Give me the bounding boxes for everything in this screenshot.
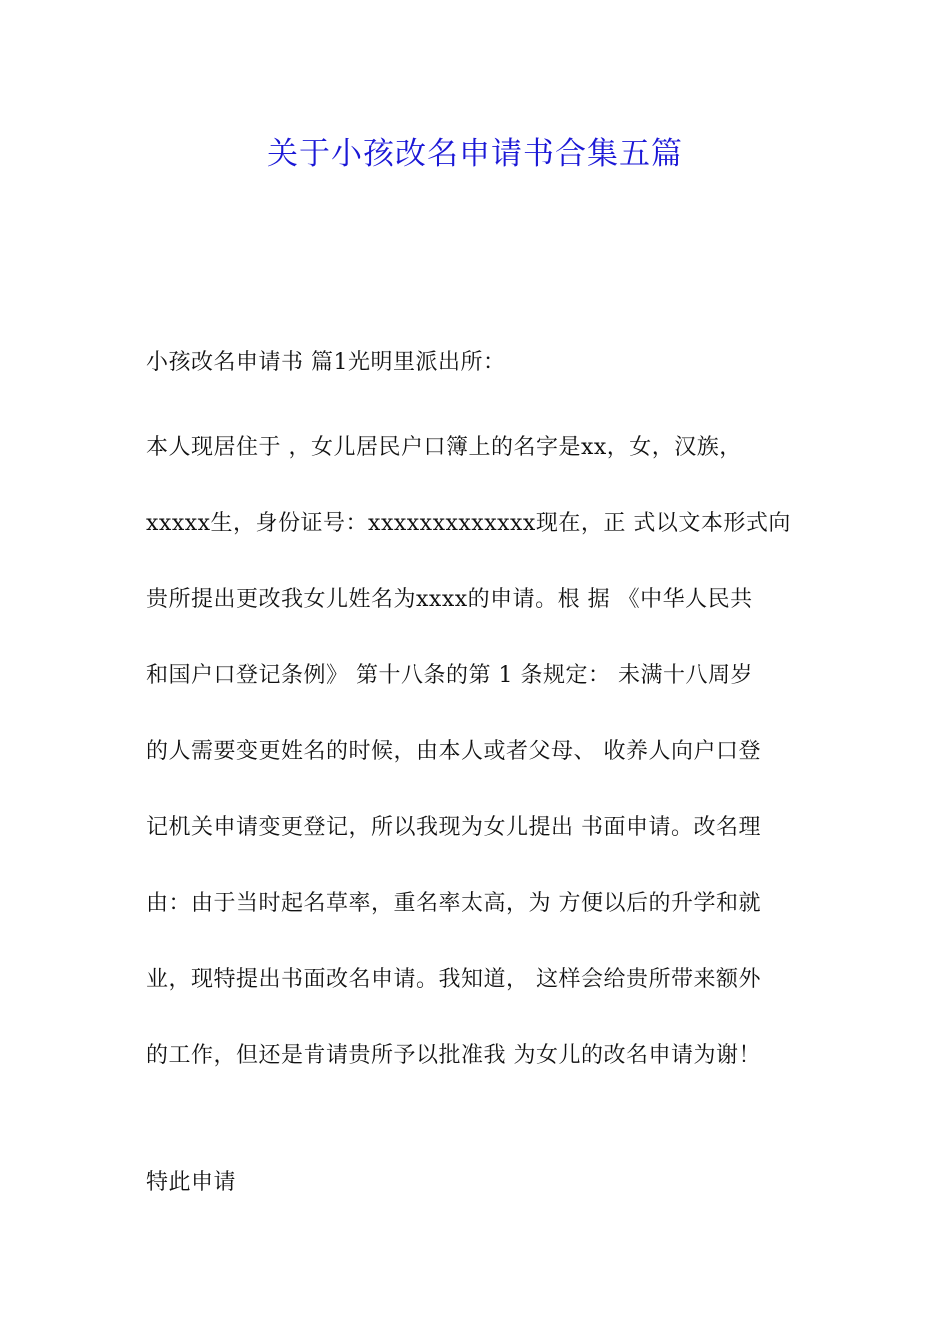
paragraph-line: 贵所提出更改我女儿姓名为xxxx的申请。根 据 《中华人民共 (146, 587, 753, 612)
document-title: 关于小孩改名申请书合集五篇 (267, 136, 683, 172)
paragraph-line: 记机关申请变更登记，所以我现为女儿提出 书面申请。改名理 (146, 815, 761, 840)
paragraph-line: 由：由于当时起名草率，重名率太高，为 方便以后的升学和就 (146, 891, 761, 916)
paragraph-line: 的人需要变更姓名的时候，由本人或者父母、 收养人向户口登 (146, 739, 761, 764)
paragraph-line: 本人现居住于 ，女儿居民户口簿上的名字是xx，女，汉族， (146, 435, 742, 460)
paragraph-line: xxxxx生，身份证号：xxxxxxxxxxxxx现在，正 式以文本形式向 (146, 511, 791, 536)
paragraph-line: 和国户口登记条例》 第十八条的第 1 条规定： 未满十八周岁 (146, 663, 753, 688)
paragraph-line: 的工作，但还是肯请贵所予以批准我 为女儿的改名申请为谢！ (146, 1043, 761, 1068)
application-paragraph (146, 410, 826, 1094)
closing-text: 特此申请 (146, 1170, 237, 1195)
paragraph-line: 业，现特提出书面改名申请。我知道， 这样会给贵所带来额外 (146, 967, 761, 992)
section-heading: 小孩改名申请书 篇1光明里派出所： (146, 350, 506, 375)
